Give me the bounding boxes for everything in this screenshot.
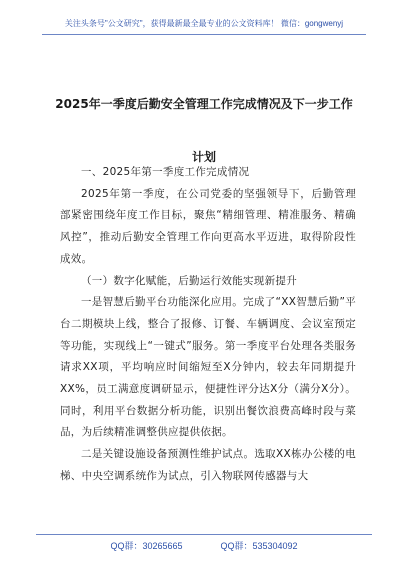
section-heading: 一、2025年第一季度工作完成情况 [81,166,250,178]
qq-group-1: QQ群：30265665 [110,541,183,551]
header-banner: 关注头条号"公文研究"，获得最新最全最专业的公文资料库！ 微信：gongwenyj [42,14,366,35]
body-paragraph: 一是智慧后勤平台功能深化应用。完成了“XX智慧后勤”平台二期模块上线，整合了报修、订餐、车辆调度、会议室预定等功能，实现线上“一键式”服务。第一季度平台处理各类服务请求XX项，平均响应时间缩短至X分钟内，较去年同期提升XX%，员工满意度调研显示，便捷性评分达X分（满分X分）。同时，利用平台数据分析功能，识别出餐饮浪费高峰时段与菜品，为后续精准调整供应提供依据。 [60,296,356,439]
qq-group-2: QQ群：535304092 [220,541,298,551]
subsection-heading: （一）数字化赋能，后勤运行效能实现新提升 [81,274,297,287]
document-title: 2025年一季度后勤安全管理工作完成情况及下一步工作计划 [55,97,353,164]
body-paragraph: 二是关键设施设备预测性维护试点。选取XX栋办公楼的电梯、中央空调系统作为试点，引入物联网传感器与大 [60,448,356,482]
footer [36,534,372,557]
document-body [60,162,356,488]
body-paragraph: 2025年第一季度，在公司党委的坚强领导下，后勤管理部紧密围绕年度工作目标，聚焦“精细管理、精准服务、精确风控”，推动后勤安全管理工作向更高水平迈进，取得阶段性成效。 [60,187,356,265]
